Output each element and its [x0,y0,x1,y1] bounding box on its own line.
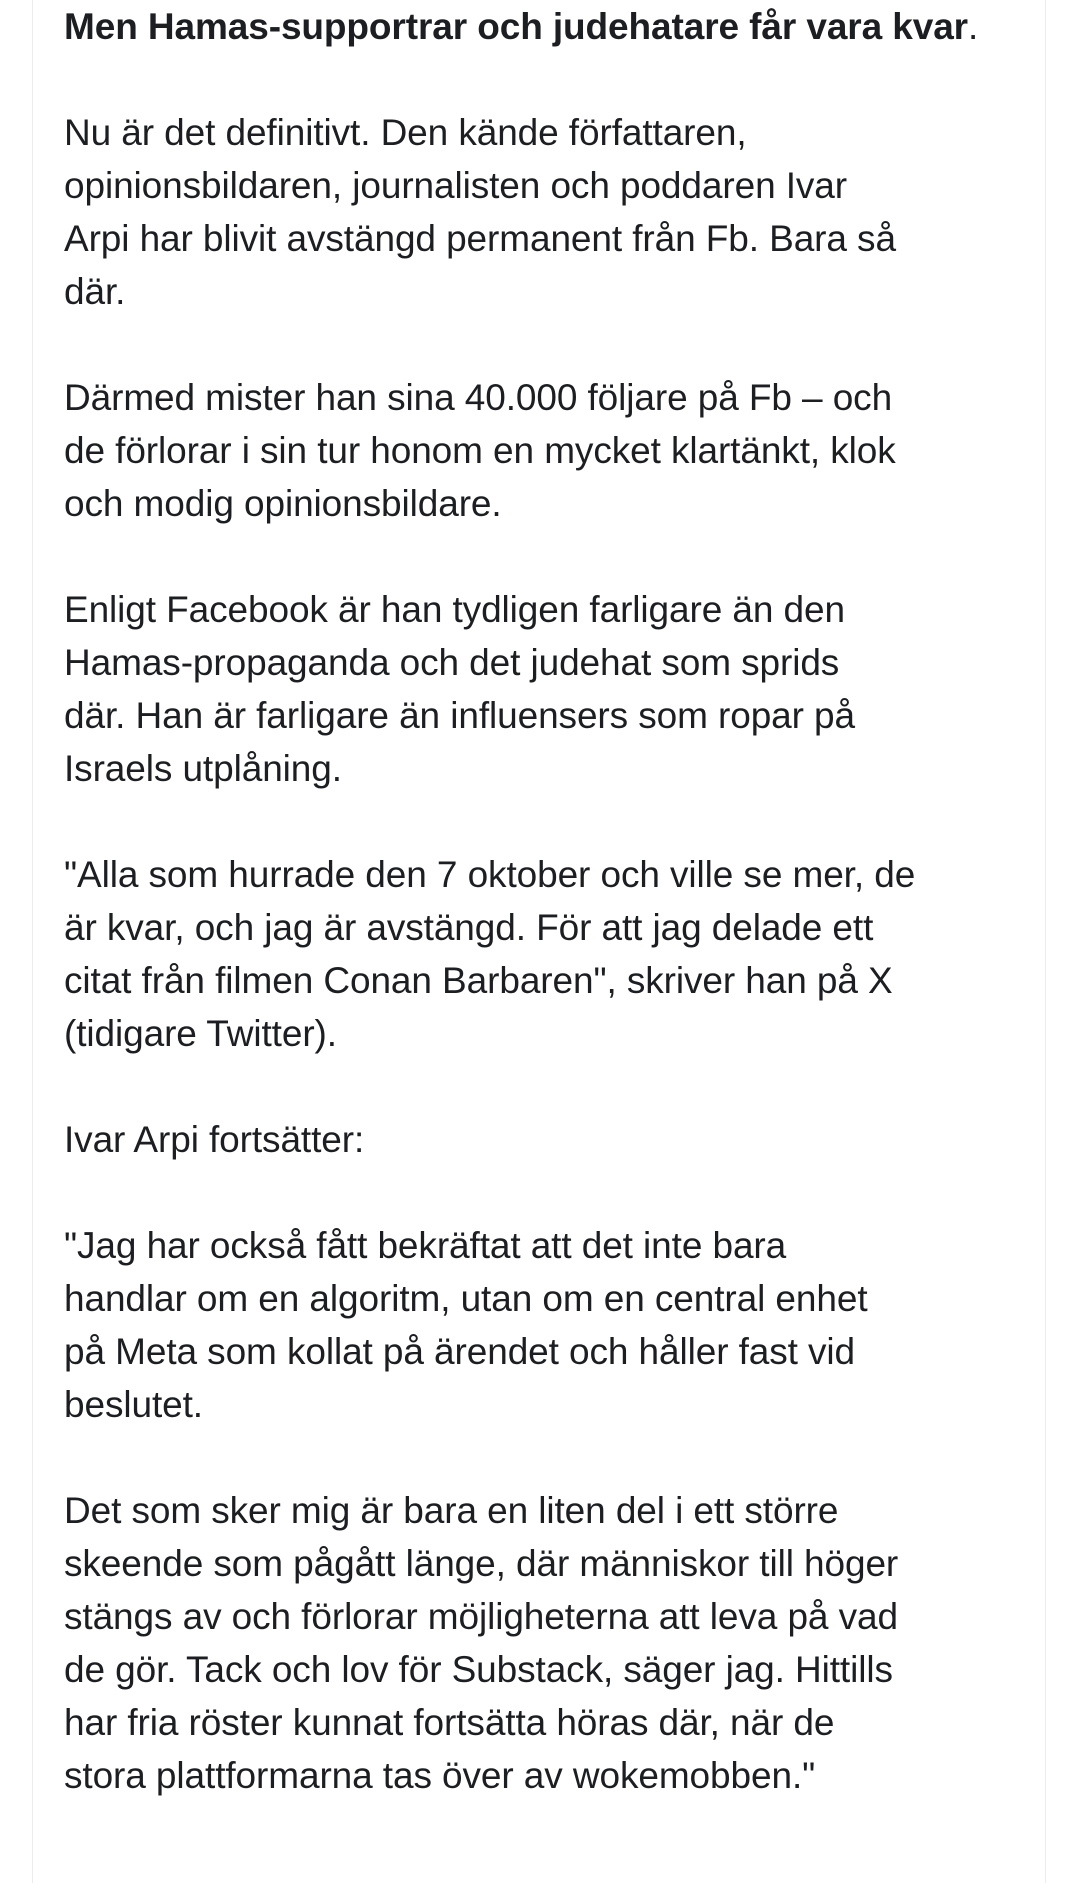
post-paragraph: Ivar Arpi fortsätter: [64,1119,365,1160]
post-paragraph: Därmed mister han sina 40.000 följare på Fb – och de förlorar i sin tur honom en mycket klartänkt, klok och modig opinionsbildare. [64,377,896,524]
post-headline-text: Men Hamas-supportrar och judehatare får vara kvar [64,6,968,47]
post-paragraph: "Jag har också fått bekräftat att det inte bara handlar om en algoritm, utan om en central enhet på Meta som kollat på ärendet och håller fast vid beslutet. [64,1225,868,1425]
card-right-border [1045,0,1046,1883]
post-paragraph: Det som sker mig är bara en liten del i ett större skeende som pågått länge, där människor till höger stängs av och förlorar möjligheterna att leva på vad de gör. Tack och lov för Substack, säger jag. Hittills har fria röster kunnat fortsätta höras där, när de stora plattformarna tas över av wokemobben." [64,1490,899,1796]
post-headline [64,0,1024,53]
post-paragraph: Nu är det definitivt. Den kände författaren, opinionsbildaren, journalisten och poddaren Ivar Arpi har blivit avstängd permanent från Fb. Bara så där. [64,112,896,312]
card-left-border [32,0,33,1883]
post-body [64,0,1024,1855]
post-paragraph: "Alla som hurrade den 7 oktober och ville se mer, de är kvar, och jag är avstängd. För att jag delade ett citat från filmen Conan Barbaren", skriver han på X (tidigare Twitter). [64,854,916,1054]
post-paragraph: Enligt Facebook är han tydligen farligare än den Hamas-propaganda och det judehat som sprids där. Han är farligare än influensers som ropar på Israels utplåning. [64,589,856,789]
post-headline-period: . [968,6,979,47]
